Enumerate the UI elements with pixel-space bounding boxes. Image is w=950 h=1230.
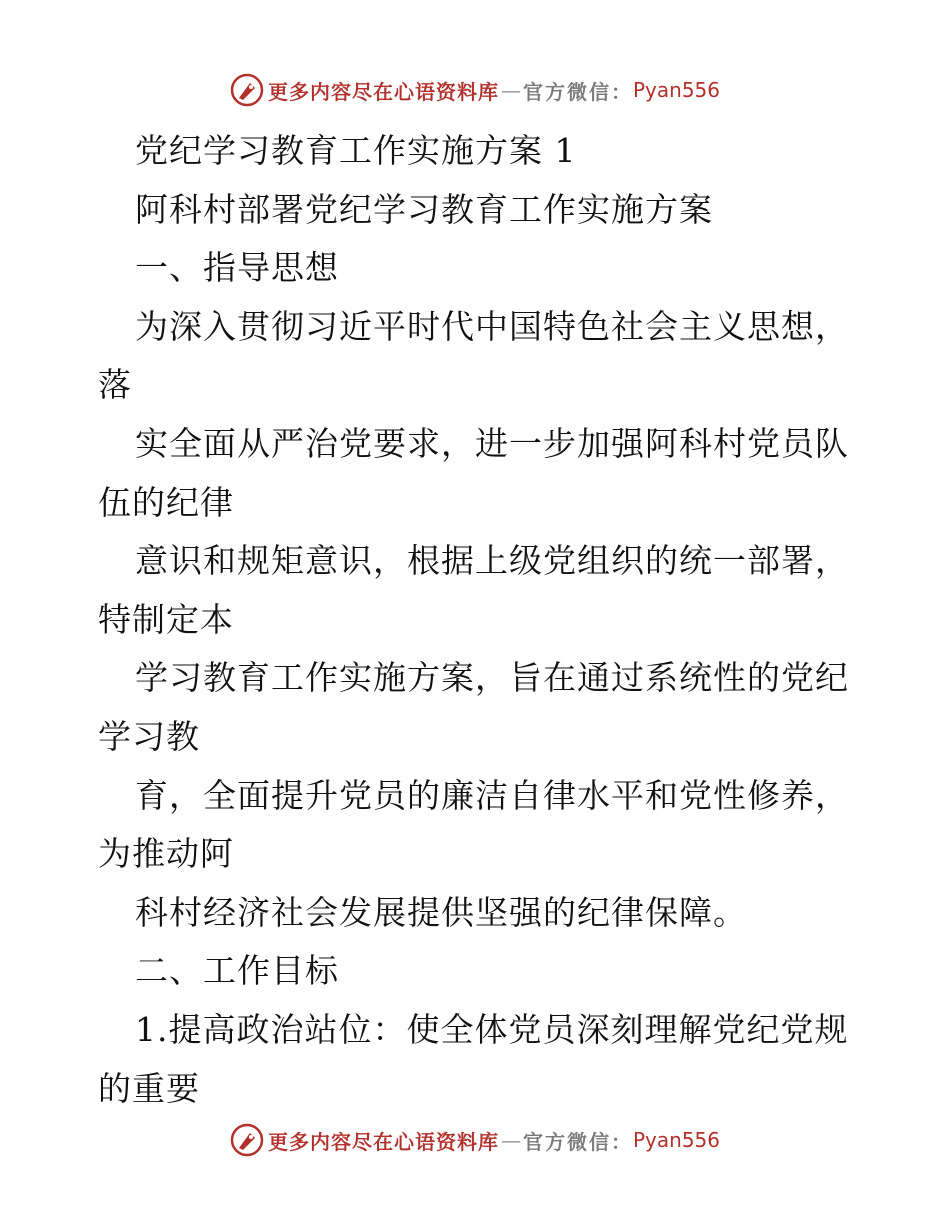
- watermark-separator: —: [500, 78, 521, 102]
- paragraph-line: 育，全面提升党员的廉洁自律水平和党性修养，: [135, 775, 849, 815]
- watermark-red-text: 更多内容尽在心语资料库: [267, 79, 499, 104]
- pen-nib-logo-icon: [230, 1123, 264, 1157]
- document-title: 党纪学习教育工作实施方案 1: [135, 131, 577, 170]
- watermark-gray-text: 官方微信：: [522, 1129, 633, 1154]
- list-item-line: 的重要: [98, 1068, 200, 1108]
- paragraph-line: 学习教育工作实施方案，旨在通过系统性的党纪: [135, 658, 849, 698]
- watermark-banner-top: [0, 70, 950, 110]
- paragraph-line: 科村经济社会发展提供坚强的纪律保障。: [135, 892, 747, 932]
- document-subtitle: 阿科村部署党纪学习教育工作实施方案: [135, 189, 713, 229]
- paragraph-line: 实全面从严治党要求，进一步加强阿科村党员队: [135, 423, 849, 463]
- document-body: [98, 122, 898, 1118]
- paragraph-line: 为深入贯彻习近平时代中国特色社会主义思想，: [135, 306, 849, 346]
- paragraph-line: 为推动阿: [98, 834, 234, 874]
- watermark-wechat-id: Pyan556: [632, 78, 720, 102]
- watermark-wechat-id: Pyan556: [632, 1128, 720, 1152]
- paragraph-line: 伍的纪律: [98, 482, 234, 522]
- list-item-line: 1.提高政治站位：使全体党员深刻理解党纪党规: [135, 1009, 849, 1049]
- paragraph-line: 落: [98, 365, 132, 405]
- pen-nib-logo-icon: [230, 73, 264, 107]
- paragraph-line: 意识和规矩意识，根据上级党组织的统一部署，: [135, 541, 849, 581]
- watermark-red-text: 更多内容尽在心语资料库: [267, 1129, 499, 1154]
- watermark-banner-bottom: [0, 1120, 950, 1160]
- watermark-gray-text: 官方微信：: [522, 79, 633, 104]
- watermark-separator: —: [500, 1128, 521, 1152]
- paragraph-line: 特制定本: [98, 599, 234, 639]
- section-heading-guiding-thought: 一、指导思想: [135, 248, 339, 288]
- section-heading-work-goals: 二、工作目标: [135, 951, 339, 991]
- paragraph-line: 学习教: [98, 716, 200, 756]
